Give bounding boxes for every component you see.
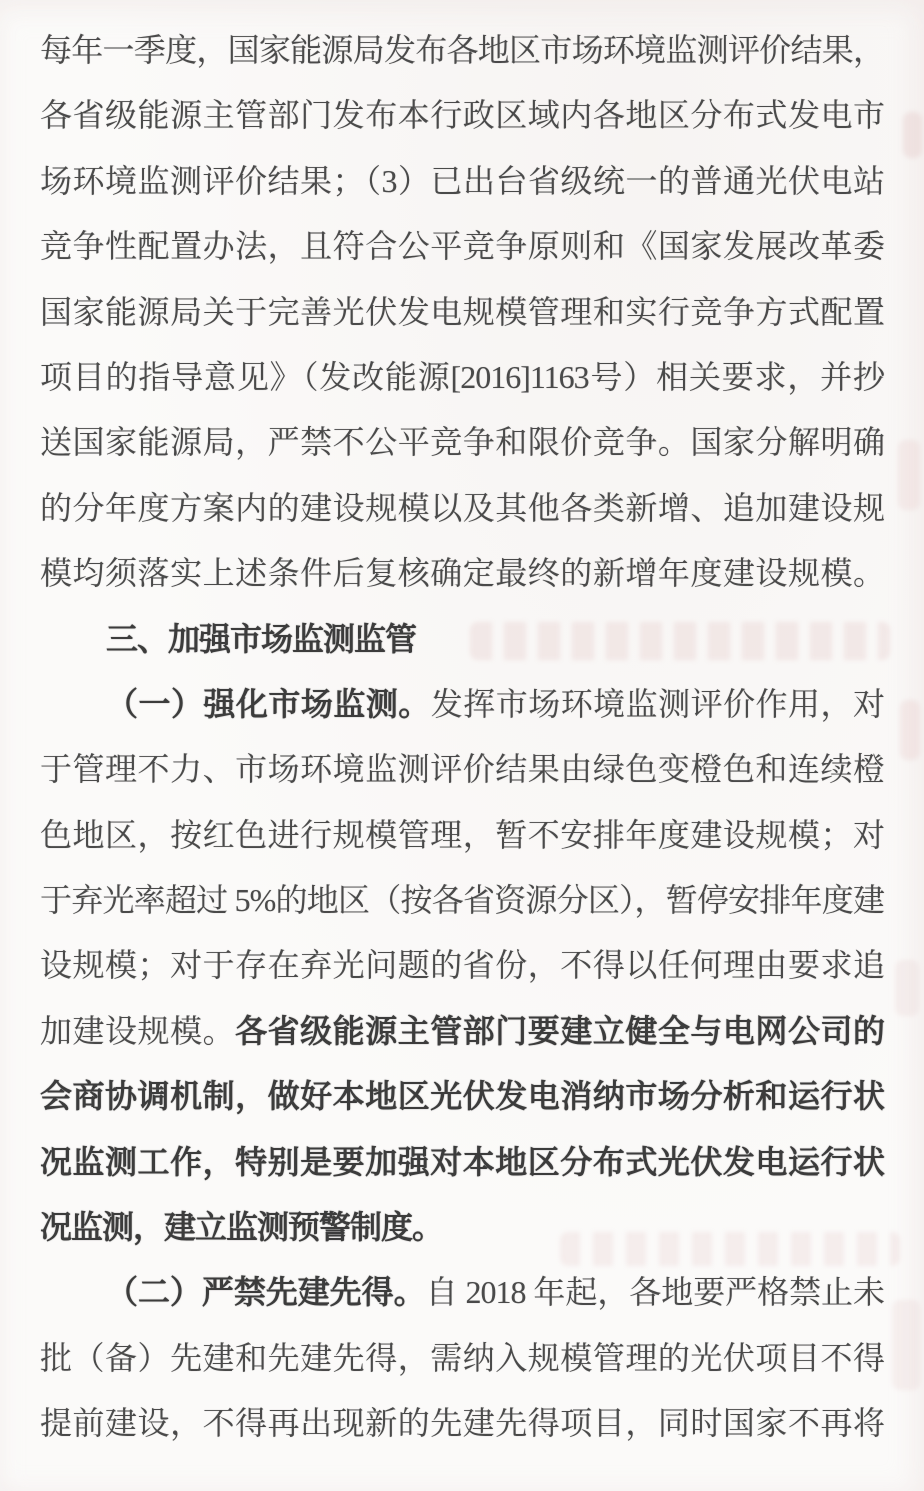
document-body [40, 18, 884, 1457]
bold-text-run: 况监测，建立监测预警制度。 [40, 1209, 444, 1246]
text-line [40, 672, 884, 737]
text-line [40, 541, 884, 606]
text-run: 于管理不力、市场环境监测评价结果由绿色变橙色和连续橙 [40, 751, 884, 788]
text-run: 批（备）先建和先建先得，需纳入规模管理的光伏项目不得 [40, 1339, 884, 1376]
text-run: 送国家能源局，严禁不公平竞争和限价竞争。国家分解明确 [40, 424, 884, 461]
text-run: 自 2018 年起，各地要严格禁止未 [425, 1274, 884, 1311]
text-line [40, 868, 884, 933]
bold-text-run: 会商协调机制，做好本地区光伏发电消纳市场分析和运行状 [40, 1078, 884, 1115]
text-line [40, 933, 884, 998]
bold-text-run: 各省级能源主管部门要建立健全与电网公司的 [235, 1012, 884, 1049]
text-run: 提前建设，不得再出现新的先建先得项目，同时国家不再将 [40, 1405, 884, 1442]
text-line [40, 1064, 884, 1129]
text-run: 场环境监测评价结果；（3）已出台省级统一的普通光伏电站 [40, 162, 884, 199]
text-run: 加建设规模。 [40, 1012, 236, 1049]
text-line [40, 476, 884, 541]
text-run: 于弃光率超过 5%的地区（按各省资源分区），暂停安排年度建 [40, 882, 884, 919]
text-run: 每年一季度，国家能源局发布各地区市场环境监测评价结果， [40, 32, 884, 68]
text-line [40, 345, 884, 410]
text-line [40, 1391, 884, 1456]
text-line [40, 149, 884, 214]
text-run: 设规模；对于存在弃光问题的省份，不得以任何理由要求追 [40, 947, 884, 984]
ink-bleed-mark [898, 440, 920, 510]
text-line [40, 83, 884, 148]
bold-text-run: （一）强化市场监测。 [106, 685, 431, 722]
ink-bleed-mark [903, 112, 922, 158]
ink-bleed-mark [900, 700, 920, 760]
text-run: 的分年度方案内的建设规模以及其他各类新增、追加建设规 [40, 489, 884, 526]
text-line [40, 280, 884, 345]
text-run: 项目的指导意见》（发改能源[2016]1163号）相关要求，并抄 [40, 358, 884, 395]
bold-text-run: 况监测工作，特别是要加强对本地区分布式光伏发电运行状 [40, 1143, 884, 1180]
text-line [40, 410, 884, 475]
text-run: 色地区，按红色进行规模管理，暂不安排年度建设规模；对 [40, 816, 884, 853]
ink-bleed-mark [892, 1300, 920, 1390]
text-line [40, 737, 884, 802]
text-run: 各省级能源主管部门发布本行政区域内各地区分布式发电市 [40, 97, 884, 134]
text-line [40, 1130, 884, 1195]
text-run: 国家能源局关于完善光伏发电规模管理和实行竞争方式配置 [40, 293, 884, 330]
text-line [40, 1260, 884, 1325]
text-line [40, 214, 884, 279]
text-line [40, 999, 884, 1064]
bold-text-run: （二）严禁先建先得。 [106, 1274, 426, 1311]
text-run: 模均须落实上述条件后复核确定最终的新增年度建设规模。 [40, 555, 884, 592]
text-line [40, 18, 884, 83]
ink-bleed-mark [895, 960, 919, 1016]
text-line [40, 1195, 884, 1260]
section-heading [40, 607, 884, 672]
text-run: 竞争性配置办法，且符合公平竞争原则和《国家发展改革委 [40, 228, 884, 265]
text-line [40, 803, 884, 868]
text-run: 发挥市场环境监测评价作用，对 [430, 685, 884, 722]
bold-text-run: 三、加强市场监测监管 [106, 620, 417, 657]
text-line [40, 1326, 884, 1391]
